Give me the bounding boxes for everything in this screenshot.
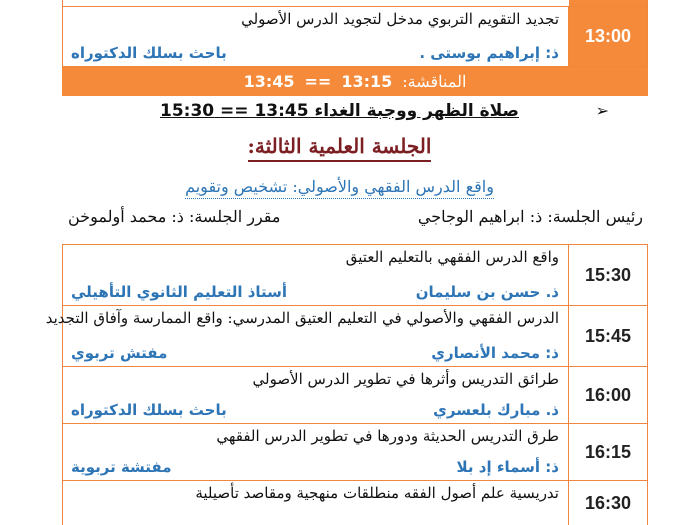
session-theme-wrap [0, 177, 679, 196]
session-theme: واقع الدرس الفقهي والأصولي: تشخيص وتقويم [185, 177, 494, 199]
session-title: الجلسة العلمية الثالثة: [248, 134, 432, 162]
row-time: 13:00 [568, 7, 647, 66]
talk-title: طرق التدريس الحديثة ودورها في تطوير الدرس الفقهي [216, 427, 559, 445]
row-content [63, 481, 569, 525]
speaker-name: ذ. مبارك بلعسري [433, 401, 559, 419]
discussion-start: 13:15 [341, 72, 393, 91]
lunch-separator: == [220, 101, 249, 121]
program-row [62, 244, 648, 306]
speaker-affiliation: باحث بسلك الدكتوراه [71, 401, 227, 419]
row-time: 16:00 [568, 367, 647, 423]
discussion-end: 13:45 [243, 72, 295, 91]
discussion-separator: == [304, 72, 332, 91]
lunch-start: 13:45 [254, 101, 309, 121]
row-content [63, 424, 569, 480]
talk-title: تجديد التقويم التربوي مدخل لتجويد الدرس الأصولي [241, 10, 559, 28]
row-time: 16:15 [568, 424, 647, 480]
row-time: 15:45 [568, 306, 647, 366]
row-content [63, 7, 569, 66]
speaker-affiliation: مفتش تربوي [71, 344, 168, 362]
session-chair: رئيس الجلسة: ذ: ابراهيم الوجاجي [417, 207, 643, 226]
arrow-bullet-icon: ➢ [595, 101, 609, 120]
lunch-text [160, 101, 519, 121]
session-heading [0, 134, 679, 158]
lunch-label: صلاة الظهر ووجبة الغداء [314, 101, 519, 121]
speaker-name: ذ. حسن بن سليمان [415, 283, 559, 301]
session-rapporteur: مقرر الجلسة: ذ: محمد أولموخن [68, 207, 281, 226]
program-row [62, 480, 648, 525]
lunch-break [0, 101, 679, 121]
speaker-affiliation: مفتشة تربوية [71, 458, 172, 476]
program-row [62, 6, 648, 67]
program-row [62, 423, 648, 481]
program-row [45, 305, 648, 367]
row-content [45, 306, 569, 366]
session-officers [0, 207, 679, 233]
speaker-affiliation: أستاذ التعليم الثانوي التأهيلي [71, 283, 288, 301]
lunch-end: 15:30 [160, 101, 215, 121]
speaker-name: ذ: محمد الأنصاري [431, 344, 559, 362]
talk-title: واقع الدرس الفقهي بالتعليم العتيق [345, 248, 559, 266]
discussion-bar [62, 67, 648, 96]
speaker-name: ذ: إبراهيم بوستى . [419, 44, 559, 62]
row-content [63, 245, 569, 305]
row-content [63, 367, 569, 423]
row-time: 16:30 [568, 481, 647, 525]
discussion-label: المناقشة: [402, 72, 467, 91]
row-time: 15:30 [568, 245, 647, 305]
program-row [62, 366, 648, 424]
talk-title: الدرس الفقهي والأصولي في التعليم العتيق المدرسي: واقع الممارسة وآفاق التجديد [45, 309, 559, 327]
speaker-name: ذ: أسماء إد بلا [456, 458, 559, 476]
speaker-affiliation: باحث بسلك الدكتوراه [71, 44, 227, 62]
talk-title: تدريسية علم أصول الفقه منطلقات منهجية ومقاصد تأصيلية [195, 484, 559, 502]
talk-title: طرائق التدريس وأثرها في تطوير الدرس الأصولي [252, 370, 559, 388]
